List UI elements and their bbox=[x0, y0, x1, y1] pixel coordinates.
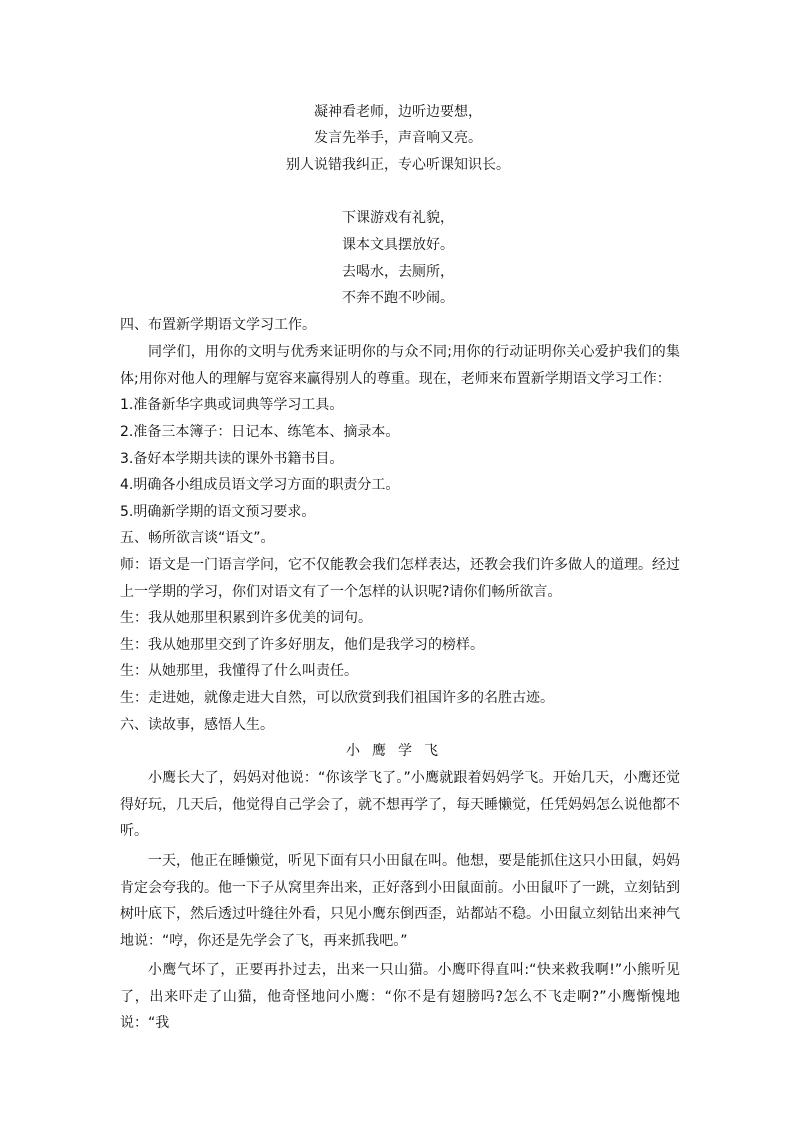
list-item: 3.备好本学期共读的课外书籍书目。 bbox=[120, 451, 344, 467]
paragraph: 同学们，用你的文明与优秀来证明你的与众不同;用你的行动证明你关心爱护我们的集体;用你对他人的理解与宽容来赢得别人的尊重。现在，老师来布置新学期语文学习工作： bbox=[120, 344, 680, 387]
dialogue-line: 生：我从她那里积累到许多优美的词句。 bbox=[120, 610, 372, 626]
list-item: 4.明确各小组成员语文学习方面的职责分工。 bbox=[120, 477, 400, 493]
list-item: 2.准备三本簿子：日记本、练笔本、摘录本。 bbox=[120, 424, 400, 440]
section-heading: 五、畅所欲言谈“语文”。 bbox=[120, 530, 275, 546]
poem-line: 不奔不跑不吵闹。 bbox=[342, 290, 454, 306]
poem-line: 去喝水，去厕所， bbox=[342, 264, 454, 280]
poem-line: 发言先举手，声音响又亮。 bbox=[314, 130, 482, 146]
dialogue-line: 生：从她那里，我懂得了什么叫责任。 bbox=[120, 663, 358, 679]
section-heading: 四、布置新学期语文学习工作。 bbox=[120, 317, 316, 333]
poem-line: 别人说错我纠正，专心听课知识长。 bbox=[286, 157, 510, 173]
section-heading: 六、读故事，感悟人生。 bbox=[120, 717, 274, 733]
dialogue-line: 生：走进她，就像走进大自然，可以欣赏到我们祖国许多的名胜古迹。 bbox=[120, 690, 554, 706]
dialogue-line: 生：我从她那里交到了许多好朋友，他们是我学习的榜样。 bbox=[120, 637, 484, 653]
story-title: 小鹰学飞 bbox=[346, 743, 450, 759]
poem-line: 课本文具摆放好。 bbox=[342, 237, 454, 253]
paragraph: 师：语文是一门语言学问，它不仅能教会我们怎样表达，还教会我们许多做人的道理。经过上一学期的学习，你们对语文有了一个怎样的认识呢?请你们畅所欲言。 bbox=[120, 557, 680, 600]
paragraph: 小鹰气坏了，正要再扑过去，出来一只山猫。小鹰吓得直叫:“快来救我啊!”小熊听见了，出来吓走了山猫，他奇怪地问小鹰：“你不是有翅膀吗?怎么不飞走啊?”小鹰惭愧地说：“我 bbox=[120, 962, 680, 1031]
poem-line: 下课游戏有礼貌， bbox=[342, 210, 454, 226]
list-item: 1.准备新华字典或词典等学习工具。 bbox=[120, 397, 344, 413]
paragraph: 小鹰长大了，妈妈对他说：“你该学飞了。”小鹰就跟着妈妈学飞。开始几天，小鹰还觉得好玩，几天后，他觉得自己学会了，就不想再学了，每天睡懒觉，任凭妈妈怎么说他都不听。 bbox=[120, 770, 680, 839]
paragraph: 一天，他正在睡懒觉，听见下面有只小田鼠在叫。他想，要是能抓住这只小田鼠，妈妈肯定会夸我的。他一下子从窝里奔出来，正好落到小田鼠面前。小田鼠吓了一跳，立刻钻到树叶底下，然后透过叶缝往外看，只见小鹰东倒西歪，站都站不稳。小田鼠立刻钻出来神气地说：“哼，你还是先学会了飞，再来抓我吧。” bbox=[120, 853, 680, 949]
list-item: 5.明确新学期的语文预习要求。 bbox=[120, 504, 316, 520]
poem-line: 凝神看老师，边听边要想， bbox=[314, 104, 482, 120]
